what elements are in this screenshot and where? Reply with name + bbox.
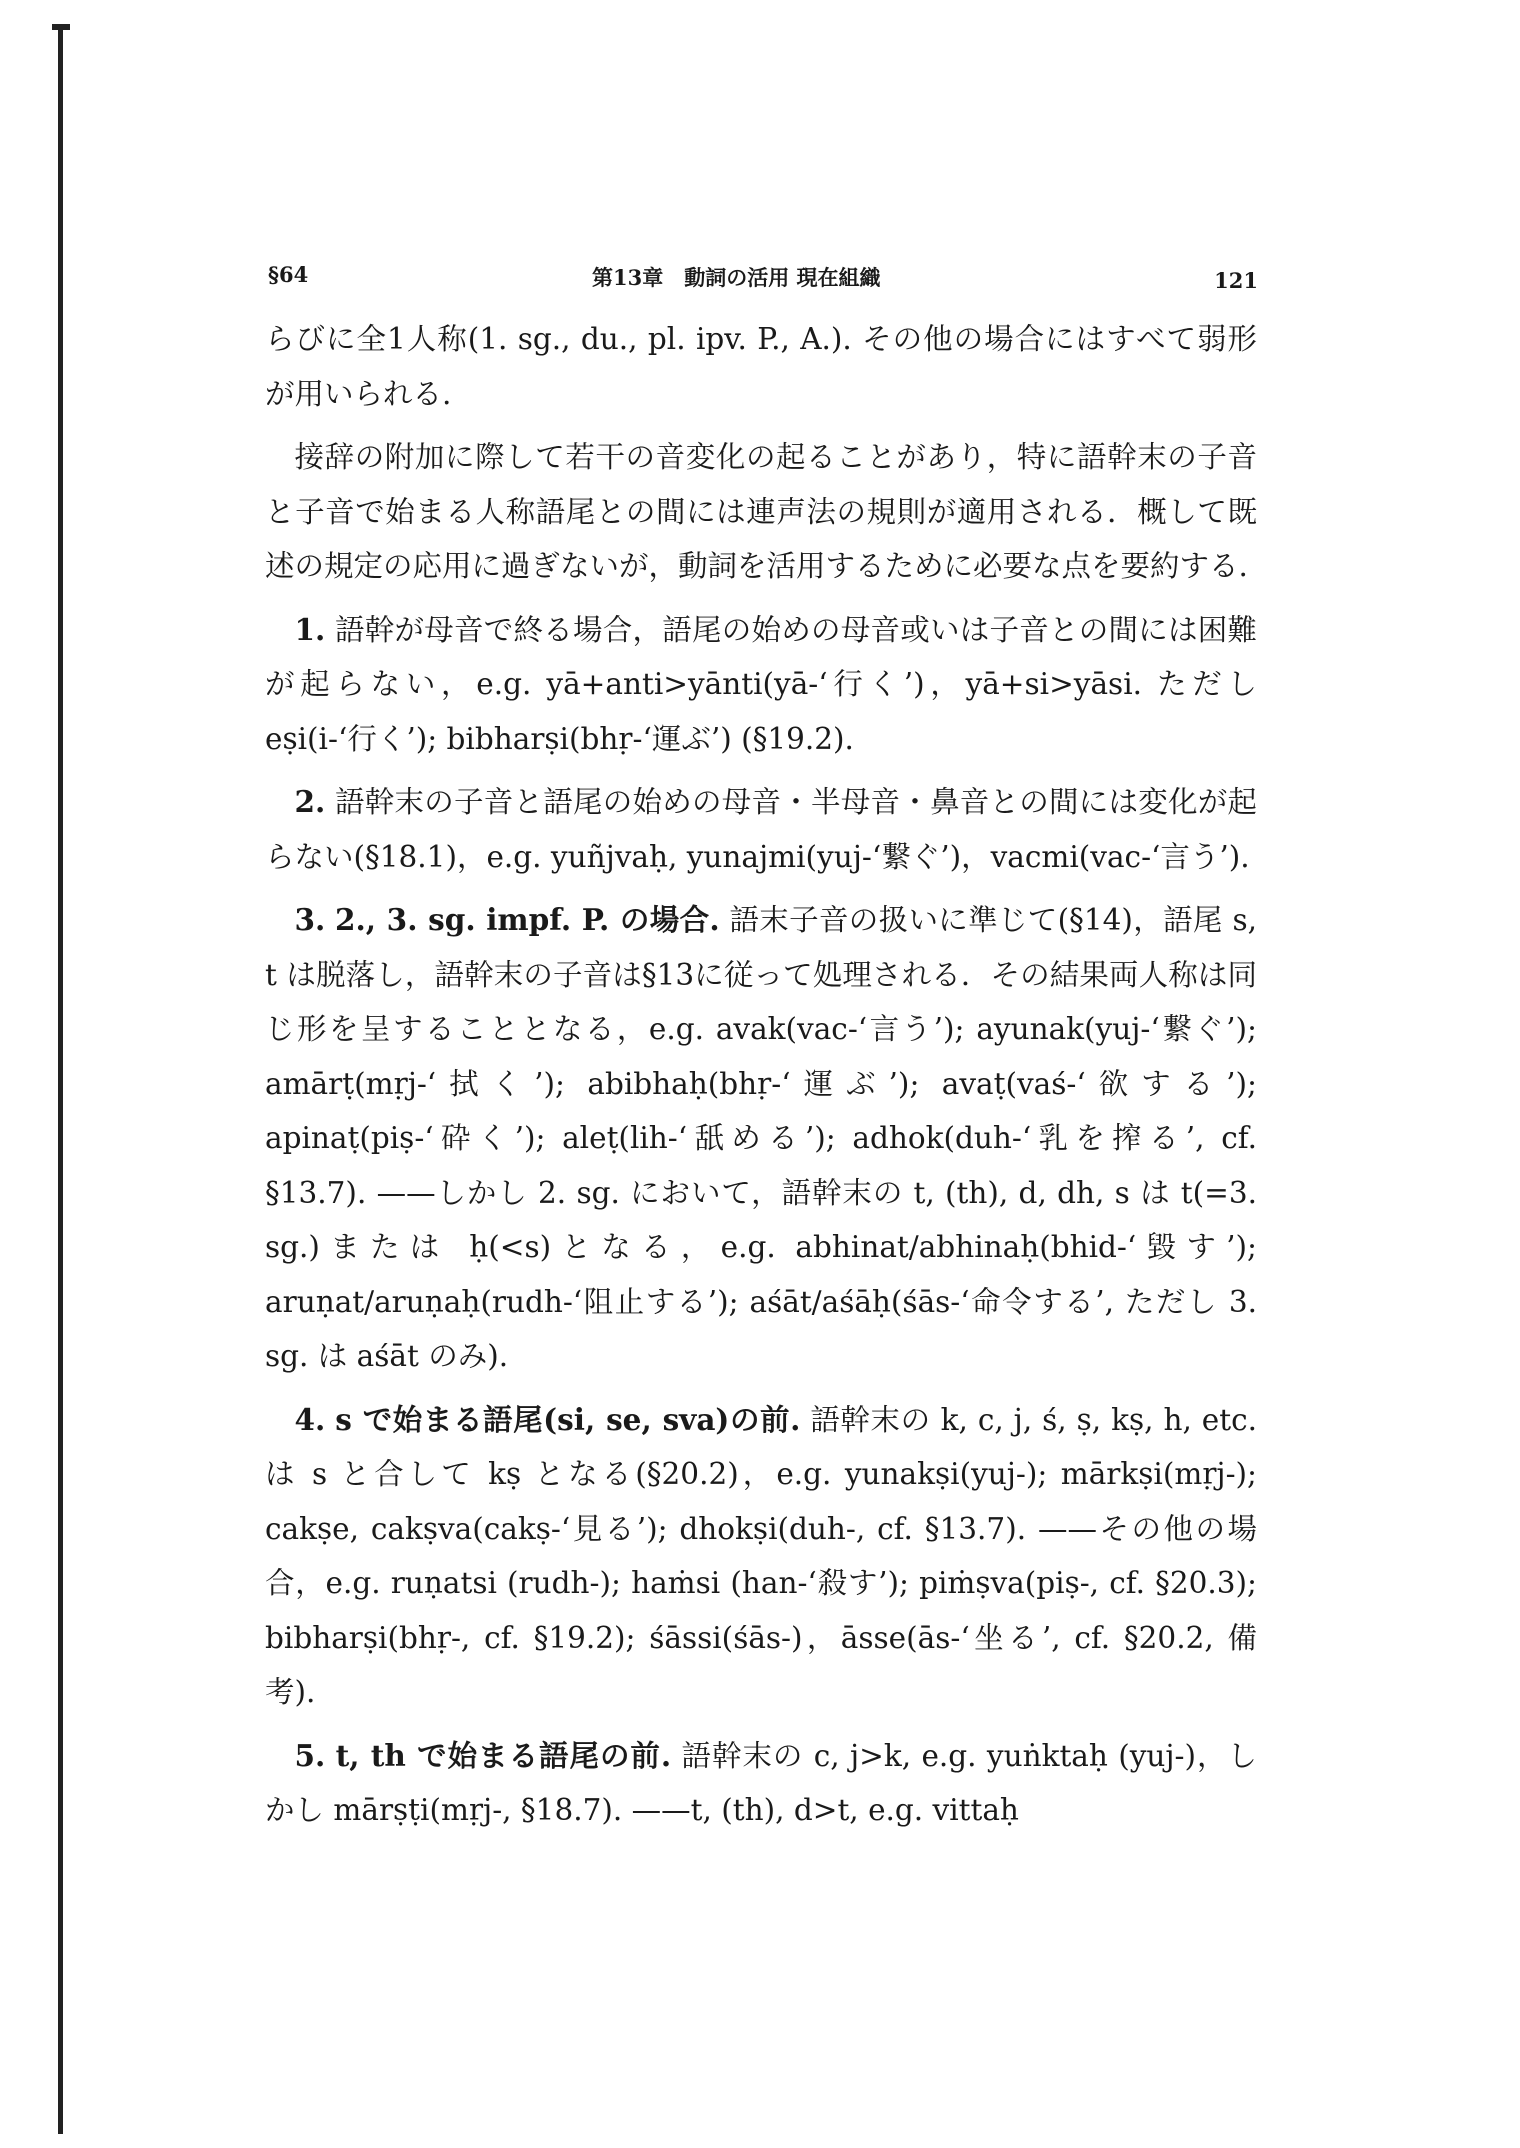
paragraph <box>265 430 1257 594</box>
rule-title: s で始まる語尾(si, se, sva)の前. <box>335 1401 801 1437</box>
paragraph-text: 語幹末の k, c, j, ś, ṣ, kṣ, h, etc. は s と合して kṣ となる(§20.2)，e.g. yunakṣi(yuj-); mārkṣi(mṛj-); cakṣe, cakṣva(cakṣ-‘見る’); dhokṣi(duh-, cf. §13.7). ——その他の場合，e.g. ruṇatsi (rudh-); haṁsi (han-‘殺す’); piṁṣva(piṣ-, cf. §20.3); bibharṣi(bhṛ-, cf. §19.2); śāssi(śās-)，āsse(ās-‘坐る’, cf. §20.2, 備考). <box>265 1402 1257 1709</box>
section-number: §64 <box>268 262 309 287</box>
binding-line <box>58 24 63 2134</box>
rule-4 <box>265 1393 1257 1720</box>
paragraph-text: らびに全1人称(1. sg., du., pl. ipv. P., A.). その他の場合にはすべて弱形が用いられる. <box>265 322 1257 411</box>
rule-number: 3. <box>294 902 326 937</box>
rule-2 <box>265 775 1257 884</box>
paragraph <box>265 312 1257 421</box>
rule-number: 2. <box>294 784 326 819</box>
paragraph-text: 語末子音の扱いに準じて(§14)，語尾 s, t は脱落し，語幹末の子音は§13に従って処理される．その結果両人称は同じ形を呈することとなる，e.g. avak(vac-‘言う’); ayunak(yuj-‘繋ぐ’); amārṭ(mṛj-‘拭く’); abibhaḥ(bhṛ-‘運ぶ’); avaṭ(vaś-‘欲する’); apinaṭ(piṣ-‘砕く’); aleṭ(lih-‘舐める’); adhok(duh-‘乳を搾る’, cf. §13.7). ——しかし 2. sg. において，語幹末の t, (th), d, dh, s は t(=3. sg.)または ḥ(<s)となる，e.g. abhinat/abhinaḥ(bhid-‘毀す’); aruṇat/aruṇaḥ(rudh-‘阻止する’); aśāt/aśāḥ(śās-‘命令する’, ただし 3. sg. は aśāt のみ). <box>265 903 1257 1373</box>
paragraph-text: 語幹末の子音と語尾の始めの母音・半母音・鼻音との間には変化が起らない(§18.1)，e.g. yuñjvaḥ, yunajmi(yuj-‘繋ぐ’)，vacmi(vac-‘言う’). <box>265 785 1257 874</box>
rule-1 <box>265 603 1257 767</box>
body-text <box>265 312 1257 1847</box>
chapter-title: 第13章 動詞の活用 現在組織 <box>592 265 881 290</box>
running-header <box>268 262 1258 302</box>
rule-title: t, th で始まる語尾の前. <box>335 1737 672 1773</box>
rule-title: 2., 3. sg. impf. P. の場合. <box>335 902 720 937</box>
rule-number: 5. <box>294 1737 326 1773</box>
rule-number: 4. <box>294 1401 326 1437</box>
paragraph-text: 接辞の附加に際して若干の音変化の起ることがあり，特に語幹末の子音と子音で始まる人称語尾との間には連声法の規則が適用される．概して既述の規定の応用に過ぎないが，動詞を活用するために必要な点を要約する. <box>265 440 1257 583</box>
paragraph-text: 語幹が母音で終る場合，語尾の始めの母音或いは子音との間には困難が起らない，e.g. yā+anti>yānti(yā-‘行く’)，yā+si>yāsi. ただし eṣi(i-‘行く’); bibharṣi(bhṛ-‘運ぶ’) (§19.2). <box>265 612 1257 756</box>
rule-3 <box>265 893 1257 1384</box>
rule-number: 1. <box>294 611 326 647</box>
paragraph-text: 語幹末の c, j>k, e.g. yuṅktaḥ (yuj-)，しかし mārṣṭi(mṛj-, §18.7). ——t, (th), d>t, e.g. vittaḥ <box>265 1738 1257 1827</box>
page-number: 121 <box>1214 268 1258 293</box>
rule-5 <box>265 1729 1257 1838</box>
